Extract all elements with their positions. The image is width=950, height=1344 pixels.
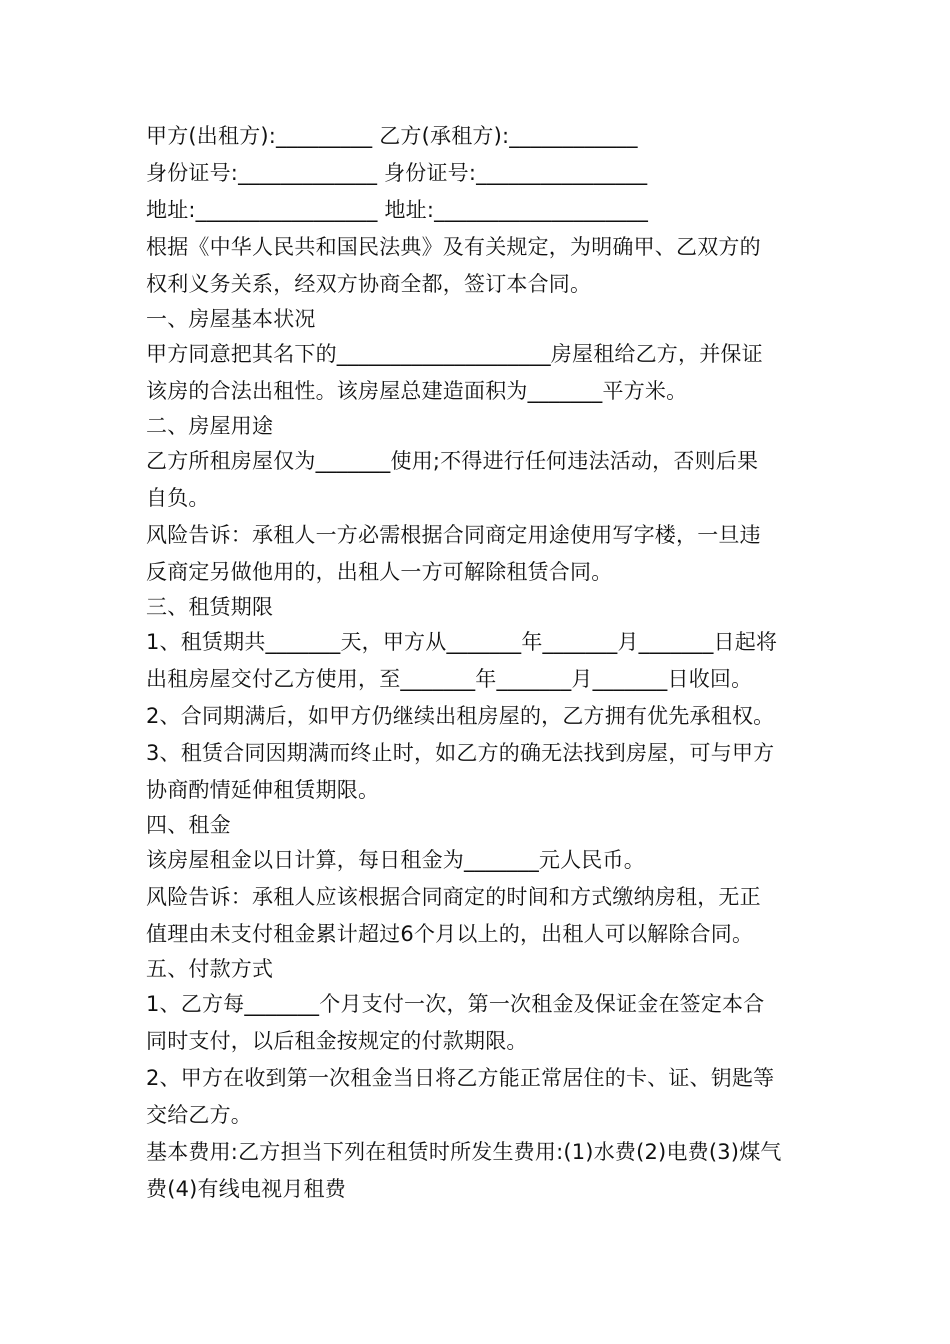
- clause-line: 交给乙方。: [146, 1103, 252, 1127]
- paragraph-line: 基本费用:乙方担当下列在租赁时所发生费用:(1)水费(2)电费(3)煤气: [146, 1140, 782, 1164]
- address-line: 地址:_________________ 地址:____________________: [146, 198, 649, 222]
- id-number-line: 身份证号:_____________ 身份证号:________________: [146, 161, 648, 185]
- clause-line: 出租房屋交付乙方使用，至_______年_______月_______日收回。: [146, 667, 753, 691]
- paragraph-line: 自负。: [146, 486, 210, 510]
- clause-line: 1、租赁期共_______天，甲方从_______年_______月_______日起将: [146, 630, 778, 654]
- clause-line: 1、乙方每_______个月支付一次，第一次租金及保证金在签定本合: [146, 992, 765, 1016]
- section-heading: 二、房屋用途: [146, 414, 274, 438]
- paragraph-line: 甲方同意把其名下的____________________房屋租给乙方，并保证: [146, 342, 763, 366]
- risk-notice-line: 风险告诉：承租人应该根据合同商定的时间和方式缴纳房租，无正: [146, 885, 761, 909]
- risk-notice-line: 反商定另做他用的，出租人一方可解除租赁合同。: [146, 560, 613, 584]
- clause-line: 3、租赁合同因期满而终止时，如乙方的确无法找到房屋，可与甲方: [146, 741, 775, 765]
- section-heading: 四、租金: [146, 813, 231, 837]
- section-heading: 一、房屋基本状况: [146, 307, 316, 331]
- clause-line: 协商酌情延伸租赁期限。: [146, 778, 380, 802]
- clause-line: 同时支付，以后租金按规定的付款期限。: [146, 1029, 528, 1053]
- section-heading: 三、租赁期限: [146, 595, 274, 619]
- paragraph-line: 该房屋租金以日计算，每日租金为_______元人民币。: [146, 848, 645, 872]
- paragraph-line: 费(4)有线电视月租费: [146, 1177, 346, 1201]
- preamble-line: 权利义务关系，经双方协商全都，签订本合同。: [146, 272, 592, 296]
- clause-line: 2、合同期满后，如甲方仍继续出租房屋的，乙方拥有优先承租权。: [146, 704, 775, 728]
- paragraph-line: 乙方所租房屋仅为_______使用;不得进行任何违法活动，否则后果: [146, 449, 759, 473]
- clause-line: 2、甲方在收到第一次租金当日将乙方能正常居住的卡、证、钥匙等: [146, 1066, 775, 1090]
- paragraph-line: 该房的合法出租性。该房屋总建造面积为_______平方米。: [146, 379, 688, 403]
- risk-notice-line: 值理由未支付租金累计超过6个月以上的，出租人可以解除合同。: [146, 922, 754, 946]
- preamble-line: 根据《中华人民共和国民法典》及有关规定，为明确甲、乙双方的: [146, 235, 761, 259]
- party-names-line: 甲方(出租方):_________ 乙方(承租方):____________: [146, 124, 638, 148]
- section-heading: 五、付款方式: [146, 957, 274, 981]
- document-body: [146, 118, 808, 1208]
- risk-notice-line: 风险告诉：承租人一方必需根据合同商定用途使用写字楼，一旦违: [146, 523, 761, 547]
